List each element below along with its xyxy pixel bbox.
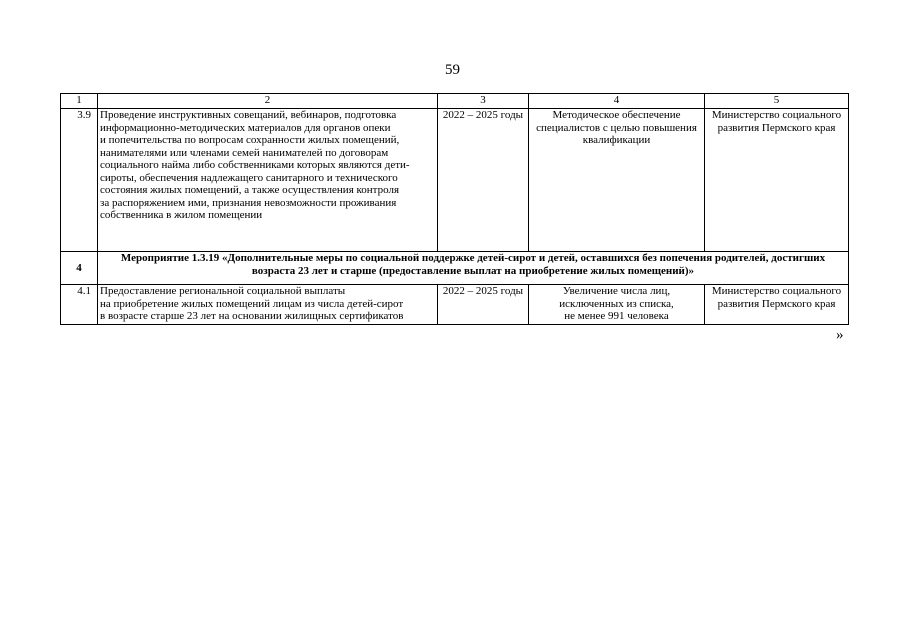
header-col-4: 4: [529, 94, 705, 109]
row-number: 3.9: [61, 109, 98, 252]
row-number: 4.1: [61, 285, 98, 325]
row-result: Методическое обеспечение специалистов с целью повышения квалификации: [529, 109, 705, 252]
page-number: 59: [445, 62, 460, 78]
row-executor: Министерство социального развития Пермского края: [705, 285, 849, 325]
section-number: 4: [61, 252, 98, 285]
row-description: Проведение инструктивных совещаний, вебинаров, подготовка информационно-методических материалов для органов опеки и попечительства по вопросам сохранности жилых помещений, нанимателями или членами семей нанимателей по договорам социального найма либо собственниками которых являются дети- сироты, обеспечения надлежащего санитарного и технического состояния жилых помещений, а также осуществления контроля за распоряжением ими, признания невозможности проживания собственника в жилом помещении: [98, 109, 438, 252]
closing-quote: »: [836, 327, 844, 343]
row-period: 2022 – 2025 годы: [438, 109, 529, 252]
row-period: 2022 – 2025 годы: [438, 285, 529, 325]
row-result: Увеличение числа лиц, исключенных из списка, не менее 991 человека: [529, 285, 705, 325]
header-col-2: 2: [98, 94, 438, 109]
table-row: [61, 109, 849, 252]
row-description: Предоставление региональной социальной выплаты на приобретение жилых помещений лицам из числа детей-сирот в возрасте старше 23 лет на основании жилищных сертификатов: [98, 285, 438, 325]
header-col-1: 1: [61, 94, 98, 109]
header-col-3: 3: [438, 94, 529, 109]
section-row: [61, 252, 849, 285]
table-row: [61, 285, 849, 325]
measures-table: [60, 93, 849, 325]
header-col-5: 5: [705, 94, 849, 109]
table-header-row: [61, 94, 849, 109]
section-title: Мероприятие 1.3.19 «Дополнительные меры по социальной поддержке детей-сирот и детей, оставшихся без попечения родителей, достигших возраста 23 лет и старше (предоставление выплат на приобретение жилых помещений)»: [98, 252, 849, 285]
row-executor: Министерство социального развития Пермского края: [705, 109, 849, 252]
